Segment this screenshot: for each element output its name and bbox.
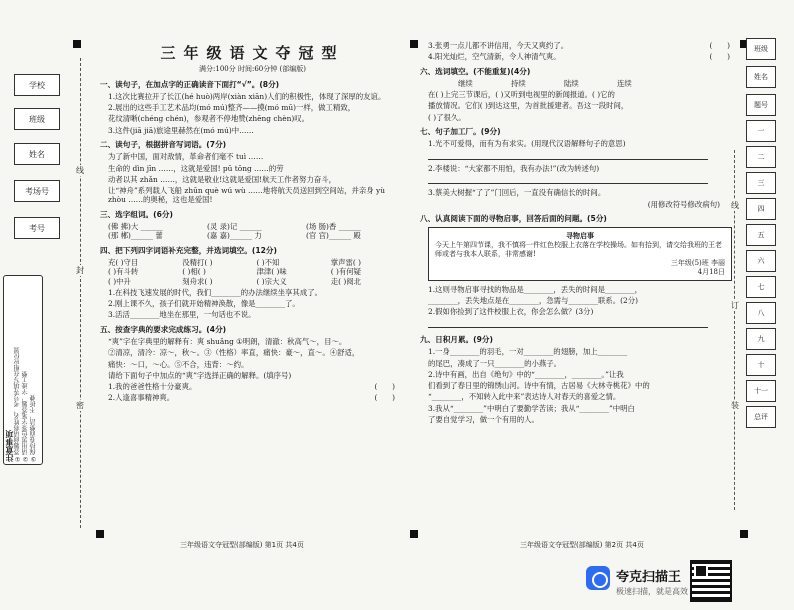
- answer-line[interactable]: [420, 151, 740, 162]
- idiom-blank[interactable]: 走( )阅北: [330, 276, 362, 286]
- question-line: 3.蔡美大树握“了了”门回后，一直没有确信长的时间。: [428, 188, 606, 198]
- page-title: 三年级语文夺冠型: [160, 44, 345, 62]
- sentence-text: 2.人逢喜事精神爽。: [108, 393, 175, 403]
- section-heading: 六、选词填空。(不能重复)(4分): [420, 66, 531, 76]
- question-line: ②清凉，清冷：凉～，秋～。③（性格）率直，痛快：豪～，直～。④舒适，: [108, 348, 360, 358]
- sentence-text: 4.阳光灿烂，空气清新，令人神清气爽。: [428, 52, 561, 62]
- field-class: 班级: [14, 108, 60, 130]
- answer-line[interactable]: [420, 175, 740, 186]
- cut-label: 装: [731, 401, 739, 410]
- score-cell[interactable]: 四: [746, 198, 776, 220]
- registration-mark: [410, 40, 418, 48]
- score-cell[interactable]: 一: [746, 120, 776, 142]
- fill-line[interactable]: 3.活活________地坐在那里，一句话也不说。: [108, 310, 256, 320]
- score-cell[interactable]: 十: [746, 354, 776, 376]
- section-heading: 四、把下列四字词语补充完整，并选词填空。(12分): [100, 245, 277, 255]
- question-line[interactable]: [100, 382, 405, 391]
- fill-line[interactable]: 播放情况。它们( )到达这里，为首批援建者。吾这一段时间，: [428, 101, 629, 111]
- word-choice[interactable]: (佛 拂)大 ______: [108, 222, 163, 232]
- word-choice[interactable]: (场 肠)香 ______: [306, 222, 361, 232]
- right-score-strip: [746, 38, 792, 498]
- question-line: 花纹清晰(chéng chén)，参观者不停地赞(zhēng chèn)叹。: [108, 114, 310, 124]
- qr-code-icon[interactable]: [690, 560, 732, 602]
- idiom-blank[interactable]: 掌声雷( ): [330, 258, 362, 268]
- word-option: 连续: [617, 78, 632, 88]
- section-heading: 三、选字组词。(6分): [100, 209, 173, 219]
- question-line: 1.光不可爱得，而有为有求实。(用现代汉语解释句子的意思): [428, 139, 626, 149]
- question-line[interactable]: [420, 41, 740, 50]
- fill-line[interactable]: “________，不知转入此中来”表达诗人对春天的喜爱之情。: [428, 392, 621, 402]
- idiom-blank[interactable]: 津津( )味: [256, 267, 287, 277]
- question-line: 3.这件(jiā jiā)旅途里赫然在(mó mú)中……: [108, 125, 254, 135]
- fill-line[interactable]: 在( )上完三节课后，( )又听到电视里的新闻报道。( )它的: [428, 90, 615, 100]
- question-line: 2.李楼说：“大家都不用怕，我有办法!”(改为转述句): [428, 163, 600, 173]
- question-line: 生命的 dìn jīn ……，这就是爱国! pū tōng ……的劳: [108, 163, 284, 173]
- word-choice[interactable]: (嘉 嘉)______ 力: [207, 231, 262, 241]
- notice-title: 注意事项: [5, 430, 14, 462]
- question-line: “爽”字在字典里的解释有：爽 shuǎng ①明朗，清澈：秋高气～，目～。: [108, 337, 347, 347]
- notice-sign: 三年级(5)班 李丽: [670, 258, 725, 267]
- idiom-blank[interactable]: 充( )守目: [108, 258, 139, 268]
- fill-line[interactable]: 的尾巴，凑成了一只________的小燕子。: [428, 358, 562, 368]
- score-cell[interactable]: 八: [746, 302, 776, 324]
- left-binding-strip: [0, 30, 100, 545]
- cut-line-left: [80, 58, 81, 528]
- word-option: 持续: [511, 78, 526, 88]
- score-total[interactable]: 总评: [746, 406, 776, 428]
- score-cell[interactable]: 三: [746, 172, 776, 194]
- cut-label: 线: [731, 201, 739, 210]
- word-choice[interactable]: (那 郴)______ 蕾: [108, 231, 163, 241]
- word-option: 继续: [458, 78, 473, 88]
- idiom-blank[interactable]: ( )相( ): [182, 267, 206, 277]
- cut-label: 封: [76, 266, 84, 275]
- field-school: 学校: [14, 74, 60, 96]
- idiom-blank[interactable]: ( )有斗转: [108, 267, 139, 277]
- idiom-blank[interactable]: ( )不知: [256, 258, 280, 268]
- answer-bracket[interactable]: ( ): [374, 393, 395, 403]
- notice-date: 4月18日: [697, 267, 725, 276]
- fill-line[interactable]: 了要自觉学习，做一个有用的人。: [428, 414, 539, 424]
- fill-line[interactable]: 1.一身________的羽毛，一对________的翅膀，加上________: [428, 347, 628, 357]
- word-choice[interactable]: (灵 录)记 ______: [207, 222, 262, 232]
- score-cell[interactable]: 五: [746, 224, 776, 246]
- question-line[interactable]: [100, 393, 405, 402]
- field-exam-room: 考场号: [14, 180, 60, 202]
- cut-label: 密: [76, 401, 84, 410]
- section-heading: 八、认真阅读下面的寻物启事，回答后面的问题。(5分): [420, 213, 607, 223]
- section-heading: 七、句子加工厂。(9分): [420, 126, 501, 136]
- page-footer: 三年级语文夺冠型(部编版) 第2页 共4页: [520, 541, 644, 549]
- question-line: 痛快：～口，～心。⑤不合，违背：～约。: [108, 359, 249, 369]
- fill-line[interactable]: 2.刚上课不久，孩子们就开始精神涣散，像是________了。: [108, 299, 300, 309]
- score-header: 题号: [746, 94, 776, 116]
- score-cell[interactable]: 六: [746, 250, 776, 272]
- scanner-tagline: 极速扫描，就是高效: [616, 587, 688, 596]
- fill-line[interactable]: ________，丢失地点是在________，急需与________联系。(2分): [428, 296, 639, 306]
- question-line: 2.假如你捡到了这件校服上衣，你会怎么做？(3分): [428, 307, 594, 317]
- idiom-blank[interactable]: 没精打( ): [182, 258, 213, 268]
- page-one: [100, 40, 405, 540]
- idiom-blank[interactable]: ( )有何疑: [330, 267, 362, 277]
- fill-line[interactable]: 们看到了春日里的锦绣山河。诗中有情，古居易《大林寺桃花》中的: [428, 381, 650, 391]
- section-heading: 五、按查字典的要求完成练习。(4分): [100, 324, 227, 334]
- notice-line: ①答题前请将姓名、考号等填写在相应位置: [14, 347, 21, 462]
- idiom-blank[interactable]: 刻舟求( ): [182, 276, 213, 286]
- registration-mark: [740, 530, 748, 538]
- notice-title: 寻物启事: [566, 231, 594, 241]
- notice-line: ②请用黑色签字笔答题，字迹工整: [22, 371, 29, 462]
- section-heading: 九、日积月累。(9分): [420, 334, 493, 344]
- cut-label: 线: [76, 166, 84, 175]
- question-line: 2.展出的这些手工艺术品均(mó mú)整齐——摸(mó mū)一样，做工精致，: [108, 103, 356, 113]
- idiom-blank[interactable]: ( )宗大义: [256, 276, 287, 286]
- question-line: 动者以其 zhǎn ……，这就是敬业!这就是爱国!航天工作者努力奋斗，: [108, 174, 337, 184]
- page-two: [420, 40, 740, 540]
- scanner-name: 夸克扫描王: [616, 570, 682, 585]
- field-name: 姓名: [746, 66, 776, 88]
- fill-line[interactable]: 3.我从“________”中明白了要勤学苦读；我从“________”中明白: [428, 403, 635, 413]
- page-subtitle: 满分:100分 时间:60分钟 (部编版): [199, 64, 306, 73]
- question-line[interactable]: [420, 52, 740, 61]
- registration-mark: [410, 530, 418, 538]
- page-footer: 三年级语文夺冠型(部编版) 第1页 共4页: [180, 541, 304, 549]
- scanner-logo-icon: [586, 566, 610, 590]
- answer-bracket[interactable]: ( ): [374, 382, 395, 392]
- sentence-text: 1.我的爸爸性格十分豪爽。: [108, 382, 197, 392]
- cut-label: 订: [731, 301, 739, 310]
- answer-bracket[interactable]: ( ): [709, 52, 730, 62]
- score-cell[interactable]: 十一: [746, 380, 776, 402]
- question-line: 为了新中国，面对敌情，革命者们毫不 tuì ……: [108, 152, 264, 162]
- question-line: 让“神舟”系列载人飞船 zhūn què wú wù ……地将航天员送回到空间站，并亲身 yù zhòu ……的奥秘，这也是爱国!: [108, 186, 385, 205]
- sentence-text: 3.张勇一点儿都不讲信用，今天又爽约了。: [428, 41, 569, 50]
- idiom-blank[interactable]: ( )中升: [108, 276, 131, 286]
- field-exam-number: 考号: [14, 217, 60, 239]
- lost-item-notice: [428, 227, 732, 280]
- field-class: 班级: [746, 38, 776, 60]
- score-cell[interactable]: 二: [746, 146, 776, 168]
- fill-line[interactable]: 2.诗中有画，出自《绝句》中的“________，________。”让我: [428, 369, 624, 379]
- word-choice[interactable]: (官 宫)______ 殿: [306, 231, 361, 241]
- question-hint: (用修改符号修改病句): [647, 199, 720, 209]
- notice-box: [3, 275, 43, 465]
- fill-line[interactable]: 1.在科技飞速发展的时代，我们________的办法继续坐享其成了。: [108, 287, 322, 297]
- question-line: 请给下面句子中加点的“爽”字选择正确的解释。(填序号): [108, 370, 292, 380]
- notice-body: 今天上午第四节课，我不慎将一件红色校服上衣落在学校操场。如有拾到，请交给我班的王老师或者与我本人联系，非常感谢!: [435, 240, 722, 258]
- score-cell[interactable]: 九: [746, 328, 776, 350]
- fill-line[interactable]: 1.这则寻物启事寻找的物品是________，丢失的时间是________，: [428, 284, 642, 294]
- score-cell[interactable]: 七: [746, 276, 776, 298]
- field-name: 姓名: [14, 143, 60, 165]
- notice-line: ③保持卷面整洁，不折叠: [30, 395, 37, 462]
- word-option: 陆续: [564, 78, 579, 88]
- question-line: 1.这次比赛拉开了长江(hé huò)两岸(xiàn xiān)人们的积极性，体现了深厚的友谊。: [108, 91, 386, 101]
- section-heading: 二、读句子，根据拼音写词语。(7分): [100, 139, 227, 149]
- section-heading: 一、读句子，在加点字的正确读音下面打“√”。(8分): [100, 79, 280, 89]
- answer-line[interactable]: [420, 319, 740, 330]
- fill-line[interactable]: ( )了很久。: [428, 112, 466, 122]
- answer-bracket[interactable]: ( ): [709, 41, 730, 50]
